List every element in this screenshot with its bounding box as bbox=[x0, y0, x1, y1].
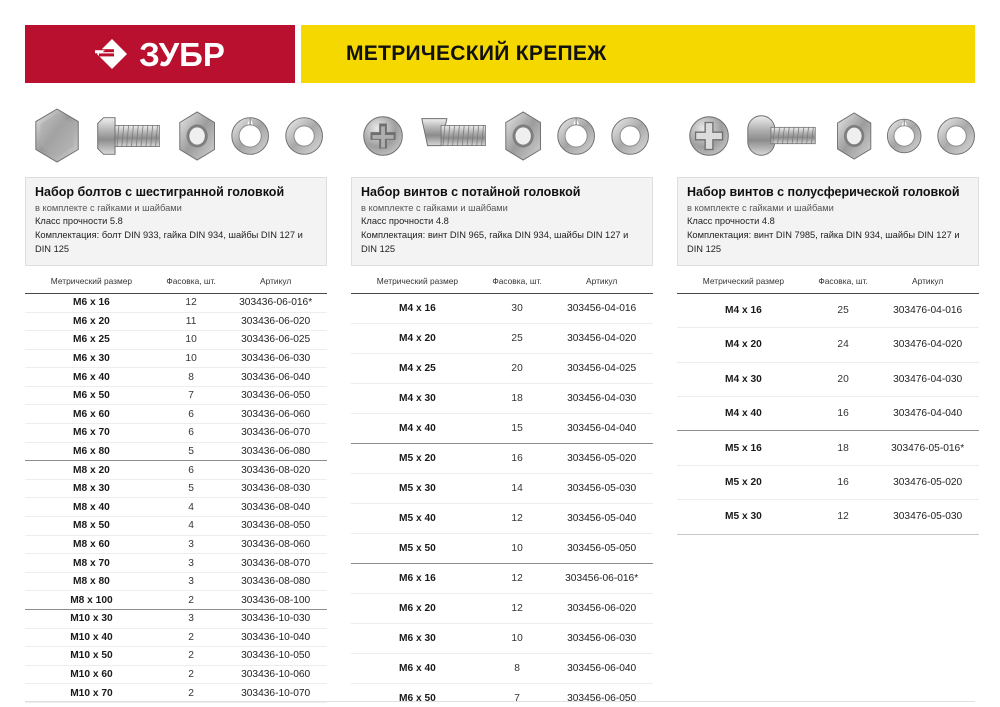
cell-size: M5 x 20 bbox=[351, 443, 484, 473]
cell-quantity: 8 bbox=[484, 653, 550, 683]
cell-quantity: 11 bbox=[158, 312, 224, 331]
cell-quantity: 16 bbox=[484, 443, 550, 473]
cell-article: 303456-05-030 bbox=[550, 473, 653, 503]
product-strength-class: Класс прочности 5.8 bbox=[35, 216, 123, 227]
phillips-countersunk-head-icon bbox=[357, 105, 409, 167]
hex-nut-icon bbox=[832, 105, 876, 167]
cell-size: M10 x 40 bbox=[25, 628, 158, 647]
table-row bbox=[25, 498, 327, 517]
spec-table bbox=[677, 267, 979, 535]
cell-article: 303436-08-100 bbox=[224, 591, 327, 610]
cell-article: 303476-04-040 bbox=[876, 397, 979, 431]
cell-size: M6 x 50 bbox=[25, 386, 158, 405]
cell-article: 303456-06-016* bbox=[550, 563, 653, 593]
cell-quantity: 25 bbox=[484, 323, 550, 353]
cell-size: M8 x 100 bbox=[25, 591, 158, 610]
cell-article: 303436-08-050 bbox=[224, 517, 327, 536]
cell-quantity: 4 bbox=[158, 498, 224, 517]
product-image-strip bbox=[25, 95, 327, 177]
table-row bbox=[25, 479, 327, 498]
cell-size: M6 x 80 bbox=[25, 442, 158, 461]
table-row bbox=[351, 473, 653, 503]
table-row bbox=[25, 535, 327, 554]
cell-article: 303456-04-020 bbox=[550, 323, 653, 353]
column-header-qty: Фасовка, шт. bbox=[484, 267, 550, 294]
cell-size: M5 x 50 bbox=[351, 533, 484, 563]
cell-size: M6 x 16 bbox=[25, 293, 158, 312]
cell-size: M10 x 60 bbox=[25, 665, 158, 684]
cell-quantity: 18 bbox=[484, 383, 550, 413]
flat-washer-icon bbox=[933, 105, 979, 167]
product-title: Набор винтов с потайной головкой bbox=[361, 185, 581, 199]
cell-size: M6 x 60 bbox=[25, 405, 158, 424]
cell-size: M5 x 20 bbox=[677, 465, 810, 499]
cell-quantity: 2 bbox=[158, 684, 224, 703]
product-image-strip bbox=[351, 95, 653, 177]
product-image-strip bbox=[677, 95, 979, 177]
cell-quantity: 5 bbox=[158, 442, 224, 461]
hex-nut-icon bbox=[174, 105, 220, 167]
cell-article: 303476-04-030 bbox=[876, 362, 979, 396]
cell-quantity: 10 bbox=[484, 533, 550, 563]
cell-size: M10 x 70 bbox=[25, 684, 158, 703]
cell-size: M5 x 30 bbox=[351, 473, 484, 503]
product-title: Набор болтов с шестигранной головкой bbox=[35, 185, 285, 199]
brand-wordmark: ЗУБР bbox=[139, 35, 225, 73]
flat-washer-icon bbox=[281, 105, 327, 167]
table-row bbox=[25, 628, 327, 647]
cell-quantity: 16 bbox=[810, 465, 876, 499]
cell-quantity: 16 bbox=[810, 397, 876, 431]
cell-quantity: 4 bbox=[158, 517, 224, 536]
table-row bbox=[351, 413, 653, 443]
product-spec-sheet bbox=[0, 25, 1000, 707]
cell-size: M8 x 60 bbox=[25, 535, 158, 554]
cell-size: M5 x 40 bbox=[351, 503, 484, 533]
table-row bbox=[351, 653, 653, 683]
cell-quantity: 12 bbox=[484, 503, 550, 533]
table-row bbox=[25, 312, 327, 331]
table-row bbox=[25, 591, 327, 610]
cell-article: 303456-06-040 bbox=[550, 653, 653, 683]
table-row bbox=[25, 349, 327, 368]
page-header bbox=[25, 25, 975, 83]
cell-quantity: 2 bbox=[158, 665, 224, 684]
cell-article: 303476-05-016* bbox=[876, 431, 979, 465]
page-footer bbox=[25, 701, 975, 707]
product-column-pan-head-screws bbox=[677, 95, 979, 535]
cell-article: 303436-08-070 bbox=[224, 554, 327, 573]
table-row bbox=[25, 610, 327, 629]
table-row bbox=[351, 503, 653, 533]
table-row bbox=[677, 465, 979, 499]
cell-article: 303436-10-060 bbox=[224, 665, 327, 684]
spec-table bbox=[351, 267, 653, 707]
cell-size: M8 x 30 bbox=[25, 479, 158, 498]
cell-article: 303436-08-040 bbox=[224, 498, 327, 517]
cell-article: 303456-06-020 bbox=[550, 593, 653, 623]
cell-article: 303436-06-020 bbox=[224, 312, 327, 331]
cell-size: M6 x 30 bbox=[351, 623, 484, 653]
product-subtitle: в комплекте с гайками и шайбами bbox=[35, 202, 182, 213]
header-title-banner bbox=[301, 25, 975, 83]
cell-quantity: 20 bbox=[810, 362, 876, 396]
table-row bbox=[25, 665, 327, 684]
spec-table-body bbox=[25, 293, 327, 707]
cell-size: M4 x 16 bbox=[677, 293, 810, 327]
phillips-pan-head-icon bbox=[683, 105, 735, 167]
column-header-size: Метрический размер bbox=[677, 267, 810, 294]
cell-size: M10 x 50 bbox=[25, 647, 158, 666]
table-row bbox=[677, 293, 979, 327]
product-contents: Комплектация: винт DIN 7985, гайка DIN 934, шайбы DIN 127 и DIN 125 bbox=[687, 230, 960, 254]
cell-size: M8 x 40 bbox=[25, 498, 158, 517]
product-strength-class: Класс прочности 4.8 bbox=[687, 216, 775, 227]
page-title: МЕТРИЧЕСКИЙ КРЕПЕЖ bbox=[346, 42, 607, 65]
cell-size: M6 x 50 bbox=[351, 683, 484, 707]
cell-article: 303436-06-040 bbox=[224, 368, 327, 387]
cell-quantity: 2 bbox=[158, 628, 224, 647]
cell-size: M6 x 25 bbox=[25, 331, 158, 350]
cell-quantity: 6 bbox=[158, 461, 224, 480]
cell-size: M8 x 50 bbox=[25, 517, 158, 536]
cell-size: M6 x 30 bbox=[25, 349, 158, 368]
table-row bbox=[25, 461, 327, 480]
table-row bbox=[677, 397, 979, 431]
product-title: Набор винтов с полусферической головкой bbox=[687, 185, 960, 199]
cell-article: 303456-06-030 bbox=[550, 623, 653, 653]
cell-size: M6 x 20 bbox=[25, 312, 158, 331]
cell-quantity: 8 bbox=[158, 368, 224, 387]
product-description bbox=[677, 177, 979, 266]
column-header-article: Артикул bbox=[876, 267, 979, 294]
cell-article: 303456-05-040 bbox=[550, 503, 653, 533]
table-row bbox=[351, 323, 653, 353]
cell-quantity: 24 bbox=[810, 328, 876, 362]
column-header-article: Артикул bbox=[224, 267, 327, 294]
cell-article: 303436-06-060 bbox=[224, 405, 327, 424]
cell-quantity: 3 bbox=[158, 610, 224, 629]
hex-bolt-side-icon bbox=[90, 105, 167, 167]
cell-size: M6 x 20 bbox=[351, 593, 484, 623]
cell-size: M6 x 40 bbox=[25, 368, 158, 387]
cell-size: M4 x 30 bbox=[677, 362, 810, 396]
cell-article: 303436-08-080 bbox=[224, 572, 327, 591]
cell-quantity: 20 bbox=[484, 353, 550, 383]
product-subtitle: в комплекте с гайками и шайбами bbox=[361, 202, 508, 213]
cell-article: 303436-08-030 bbox=[224, 479, 327, 498]
cell-size: M8 x 70 bbox=[25, 554, 158, 573]
spec-table-body bbox=[351, 293, 653, 707]
table-row bbox=[677, 431, 979, 465]
cell-quantity: 30 bbox=[484, 293, 550, 323]
table-row bbox=[25, 517, 327, 536]
cell-size: M5 x 30 bbox=[677, 500, 810, 534]
table-row bbox=[25, 647, 327, 666]
brand-logo bbox=[25, 25, 295, 83]
cell-size: M4 x 40 bbox=[677, 397, 810, 431]
cell-quantity: 15 bbox=[484, 413, 550, 443]
table-row bbox=[25, 424, 327, 443]
cell-article: 303456-04-025 bbox=[550, 353, 653, 383]
cell-quantity: 14 bbox=[484, 473, 550, 503]
cell-size: M10 x 30 bbox=[25, 610, 158, 629]
product-contents: Комплектация: винт DIN 965, гайка DIN 934, шайбы DIN 127 и DIN 125 bbox=[361, 230, 629, 254]
table-header-row bbox=[677, 267, 979, 294]
cell-article: 303436-10-070 bbox=[224, 684, 327, 703]
product-description bbox=[25, 177, 327, 266]
cell-quantity: 7 bbox=[484, 683, 550, 707]
cell-quantity: 10 bbox=[158, 349, 224, 368]
cell-size: M8 x 80 bbox=[25, 572, 158, 591]
cell-quantity: 3 bbox=[158, 572, 224, 591]
cell-article: 303436-06-016* bbox=[224, 293, 327, 312]
cell-quantity: 3 bbox=[158, 554, 224, 573]
cell-size: M8 x 20 bbox=[25, 461, 158, 480]
cell-article: 303456-04-016 bbox=[550, 293, 653, 323]
table-row bbox=[25, 405, 327, 424]
table-row bbox=[351, 563, 653, 593]
cell-article: 303456-05-050 bbox=[550, 533, 653, 563]
table-row bbox=[25, 442, 327, 461]
cell-article: 303436-06-050 bbox=[224, 386, 327, 405]
hex-bolt-head-icon bbox=[31, 105, 83, 167]
countersunk-screw-side-icon bbox=[416, 105, 493, 167]
table-row bbox=[25, 293, 327, 312]
product-contents: Комплектация: болт DIN 933, гайка DIN 934, шайбы DIN 127 и DIN 125 bbox=[35, 230, 303, 254]
spring-washer-icon bbox=[227, 105, 273, 167]
cell-article: 303436-10-050 bbox=[224, 647, 327, 666]
cell-quantity: 7 bbox=[158, 386, 224, 405]
cell-article: 303476-05-030 bbox=[876, 500, 979, 534]
table-row bbox=[677, 328, 979, 362]
product-description bbox=[351, 177, 653, 266]
flat-washer-icon bbox=[607, 105, 653, 167]
cell-quantity: 10 bbox=[158, 331, 224, 350]
table-header-row bbox=[25, 267, 327, 294]
cell-article: 303476-04-016 bbox=[876, 293, 979, 327]
cell-article: 303436-06-070 bbox=[224, 424, 327, 443]
cell-article: 303476-05-020 bbox=[876, 465, 979, 499]
cell-quantity: 12 bbox=[810, 500, 876, 534]
product-column-hex-bolts bbox=[25, 95, 327, 707]
cell-size: M4 x 40 bbox=[351, 413, 484, 443]
cell-size: M4 x 30 bbox=[351, 383, 484, 413]
column-header-size: Метрический размер bbox=[25, 267, 158, 294]
cell-size: M6 x 70 bbox=[25, 424, 158, 443]
column-header-article: Артикул bbox=[550, 267, 653, 294]
cell-quantity: 2 bbox=[158, 591, 224, 610]
table-row bbox=[25, 684, 327, 703]
cell-size: M6 x 40 bbox=[351, 653, 484, 683]
cell-quantity: 12 bbox=[158, 293, 224, 312]
cell-quantity: 2 bbox=[158, 647, 224, 666]
cell-quantity: 3 bbox=[158, 535, 224, 554]
cell-article: 303436-06-030 bbox=[224, 349, 327, 368]
cell-quantity: 12 bbox=[484, 593, 550, 623]
cell-quantity: 6 bbox=[158, 405, 224, 424]
zubr-arrow-logo-icon bbox=[95, 37, 129, 71]
product-columns bbox=[25, 95, 975, 707]
hex-nut-icon bbox=[500, 105, 546, 167]
cell-article: 303436-08-020 bbox=[224, 461, 327, 480]
table-row bbox=[351, 293, 653, 323]
table-row bbox=[351, 383, 653, 413]
cell-size: M4 x 16 bbox=[351, 293, 484, 323]
table-row bbox=[351, 533, 653, 563]
product-column-countersunk-screws bbox=[351, 95, 653, 707]
spec-table bbox=[25, 267, 327, 707]
table-row bbox=[677, 500, 979, 534]
cell-size: M5 x 16 bbox=[677, 431, 810, 465]
cell-quantity: 10 bbox=[484, 623, 550, 653]
table-row bbox=[351, 593, 653, 623]
pan-head-screw-side-icon bbox=[742, 105, 825, 167]
cell-quantity: 12 bbox=[484, 563, 550, 593]
spring-washer-icon bbox=[553, 105, 599, 167]
cell-article: 303436-10-040 bbox=[224, 628, 327, 647]
column-header-qty: Фасовка, шт. bbox=[158, 267, 224, 294]
cell-quantity: 18 bbox=[810, 431, 876, 465]
cell-size: M4 x 20 bbox=[677, 328, 810, 362]
table-row bbox=[351, 353, 653, 383]
cell-article: 303456-04-040 bbox=[550, 413, 653, 443]
table-row bbox=[351, 443, 653, 473]
cell-quantity: 5 bbox=[158, 479, 224, 498]
cell-article: 303476-04-020 bbox=[876, 328, 979, 362]
cell-article: 303456-05-020 bbox=[550, 443, 653, 473]
table-row bbox=[25, 331, 327, 350]
cell-article: 303436-08-060 bbox=[224, 535, 327, 554]
cell-size: M6 x 16 bbox=[351, 563, 484, 593]
spec-table-body bbox=[677, 293, 979, 534]
cell-size: M4 x 25 bbox=[351, 353, 484, 383]
table-row bbox=[351, 623, 653, 653]
cell-size: M4 x 20 bbox=[351, 323, 484, 353]
product-subtitle: в комплекте с гайками и шайбами bbox=[687, 202, 834, 213]
table-row bbox=[25, 554, 327, 573]
cell-article: 303456-04-030 bbox=[550, 383, 653, 413]
cell-article: 303436-06-025 bbox=[224, 331, 327, 350]
product-strength-class: Класс прочности 4.8 bbox=[361, 216, 449, 227]
cell-article: 303436-06-080 bbox=[224, 442, 327, 461]
column-header-qty: Фасовка, шт. bbox=[810, 267, 876, 294]
spring-washer-icon bbox=[883, 105, 925, 167]
table-row bbox=[25, 572, 327, 591]
cell-article: 303456-06-050 bbox=[550, 683, 653, 707]
cell-article: 303436-10-030 bbox=[224, 610, 327, 629]
column-header-size: Метрический размер bbox=[351, 267, 484, 294]
table-row bbox=[25, 386, 327, 405]
table-header-row bbox=[351, 267, 653, 294]
cell-quantity: 6 bbox=[158, 424, 224, 443]
table-row bbox=[677, 362, 979, 396]
cell-quantity: 25 bbox=[810, 293, 876, 327]
table-row bbox=[25, 368, 327, 387]
